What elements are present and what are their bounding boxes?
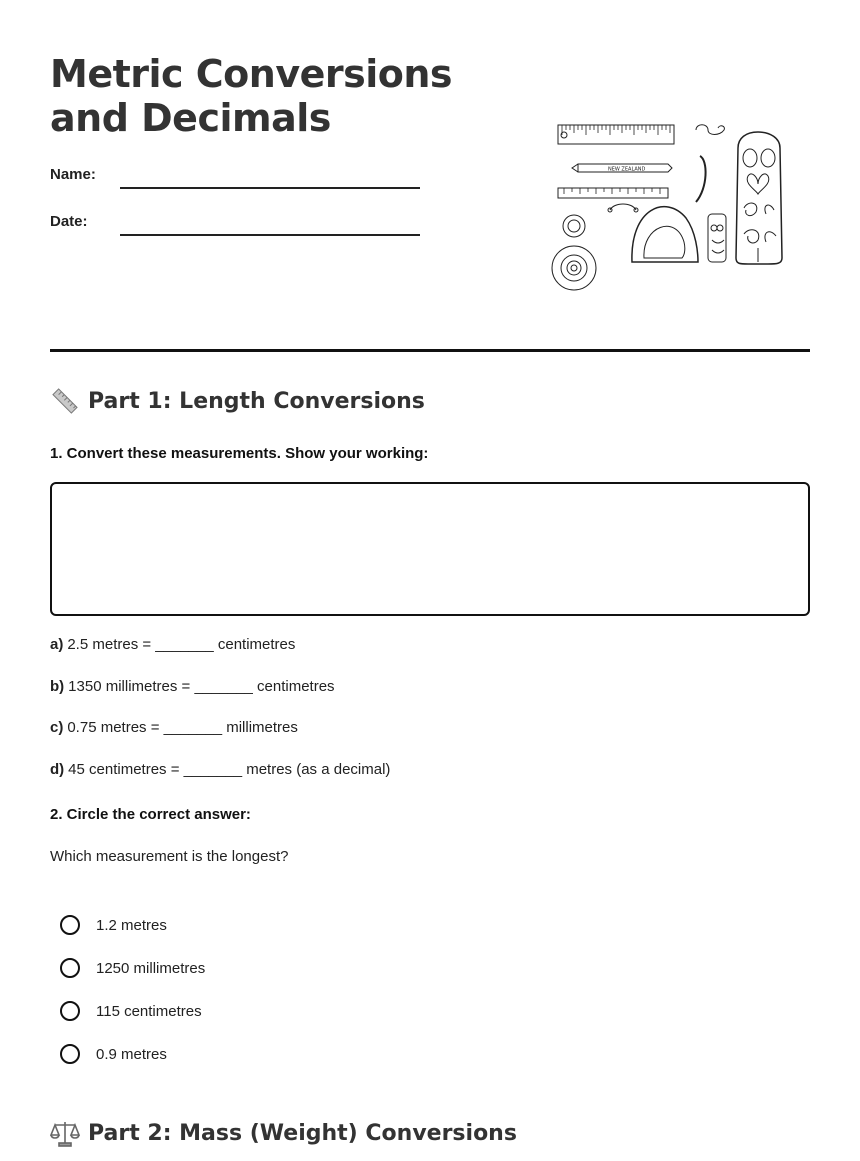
answer-option[interactable] bbox=[60, 1044, 167, 1064]
answer-option[interactable] bbox=[60, 958, 205, 978]
question-2-prompt: 2. Circle the correct answer: bbox=[50, 806, 251, 823]
working-box[interactable] bbox=[50, 482, 810, 616]
pencil-label: NEW ZEALAND bbox=[608, 166, 646, 173]
item-text: 1350 millimetres = _______ centimetres bbox=[68, 678, 335, 695]
ruler-icon bbox=[50, 386, 80, 416]
date-field[interactable] bbox=[120, 234, 420, 236]
balance-scale-icon bbox=[50, 1118, 80, 1148]
name-field[interactable] bbox=[120, 187, 420, 189]
item-text: 2.5 metres = _______ centimetres bbox=[67, 636, 296, 653]
radio-circle[interactable] bbox=[60, 1044, 80, 1064]
part2-heading bbox=[50, 1118, 517, 1148]
conversion-item-d bbox=[50, 761, 390, 778]
item-letter: c) bbox=[50, 719, 64, 736]
option-label: 115 centimetres bbox=[96, 1002, 202, 1020]
part1-title: Part 1: Length Conversions bbox=[88, 388, 425, 414]
header-divider bbox=[50, 349, 810, 352]
worksheet-title: Metric Conversions and Decimals bbox=[50, 52, 453, 140]
item-text: 45 centimetres = _______ metres (as a decimal) bbox=[68, 761, 391, 778]
conversion-item-a bbox=[50, 636, 295, 653]
answer-option[interactable] bbox=[60, 915, 167, 935]
part1-heading bbox=[50, 386, 425, 416]
conversion-item-c bbox=[50, 719, 298, 736]
radio-circle[interactable] bbox=[60, 958, 80, 978]
item-letter: b) bbox=[50, 678, 65, 695]
option-label: 1.2 metres bbox=[96, 916, 167, 934]
radio-circle[interactable] bbox=[60, 915, 80, 935]
item-letter: d) bbox=[50, 761, 65, 778]
measuring-tools-illustration bbox=[548, 118, 792, 298]
date-label: Date: bbox=[50, 213, 88, 230]
item-letter: a) bbox=[50, 636, 64, 653]
option-label: 1250 millimetres bbox=[96, 959, 206, 977]
name-label: Name: bbox=[50, 166, 96, 183]
answer-option[interactable] bbox=[60, 1001, 202, 1021]
part2-title: Part 2: Mass (Weight) Conversions bbox=[88, 1120, 517, 1146]
question-1-prompt: 1. Convert these measurements. Show your working: bbox=[50, 445, 429, 462]
option-label: 0.9 metres bbox=[96, 1045, 167, 1063]
item-text: 0.75 metres = _______ millimetres bbox=[67, 719, 298, 736]
conversion-item-b bbox=[50, 678, 335, 695]
radio-circle[interactable] bbox=[60, 1001, 80, 1021]
question-2-text: Which measurement is the longest? bbox=[50, 848, 289, 865]
